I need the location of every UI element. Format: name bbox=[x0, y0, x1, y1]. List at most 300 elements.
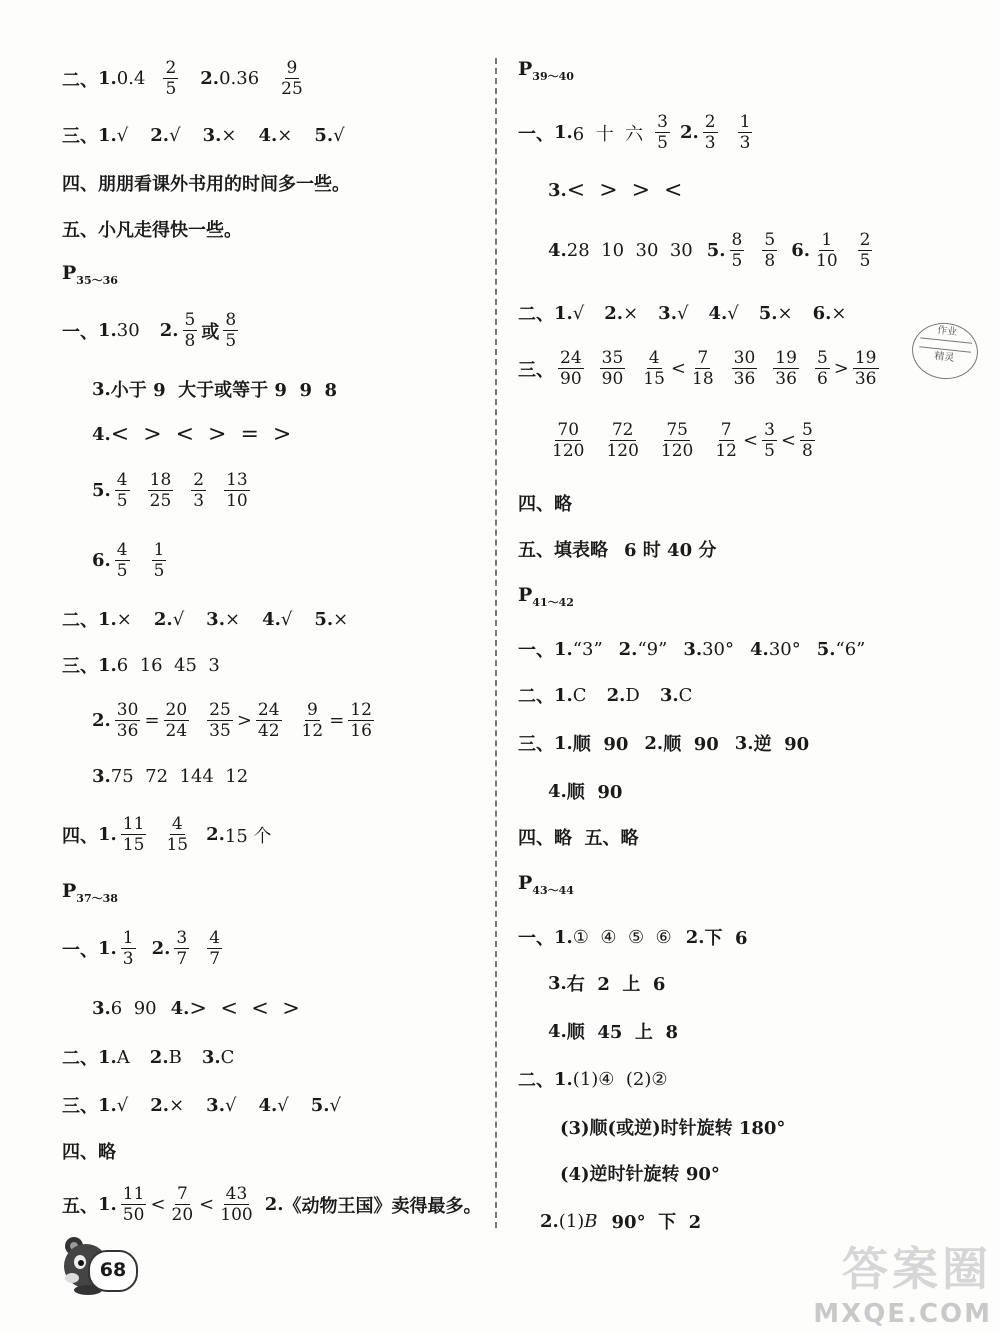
numerator: 18 bbox=[149, 470, 172, 490]
answer-value: A bbox=[116, 1046, 130, 1068]
denominator: 120 bbox=[552, 441, 585, 461]
section-label: 一、 bbox=[62, 939, 98, 961]
answer-line bbox=[518, 682, 692, 708]
fraction bbox=[164, 814, 190, 855]
answer-line bbox=[548, 178, 683, 203]
answer-value: √ bbox=[277, 1094, 289, 1116]
answer-line: (4)逆时针旋转 90° bbox=[560, 1164, 720, 1185]
item-number: 3. bbox=[683, 638, 703, 660]
item-number: 1. bbox=[554, 122, 573, 143]
answer-value: × bbox=[277, 124, 293, 146]
item-number: 5. bbox=[92, 480, 111, 501]
denominator: 10 bbox=[226, 491, 248, 511]
fraction bbox=[600, 348, 626, 389]
fraction bbox=[115, 540, 130, 581]
item-number: 5. bbox=[758, 302, 778, 324]
denominator: 36 bbox=[116, 721, 139, 741]
numerator: 1 bbox=[739, 112, 751, 132]
answer-line: 四、略 五、略 bbox=[518, 828, 639, 849]
fraction bbox=[641, 348, 667, 389]
header-range: 37～38 bbox=[76, 891, 118, 905]
fraction bbox=[170, 1184, 196, 1225]
numerator: 12 bbox=[350, 700, 372, 720]
item-number: 3. bbox=[734, 732, 754, 754]
page-range-header bbox=[518, 872, 574, 898]
answer-line bbox=[548, 230, 876, 271]
answer-line bbox=[62, 928, 226, 969]
answer-value: 0.36 bbox=[219, 68, 260, 89]
fraction bbox=[659, 420, 695, 461]
fraction bbox=[550, 420, 586, 461]
denominator: 90 bbox=[601, 369, 624, 389]
numerator: 5 bbox=[816, 348, 828, 368]
section-label: 一、 bbox=[518, 928, 554, 949]
fraction bbox=[218, 1184, 254, 1225]
answer-value: C bbox=[572, 684, 587, 706]
answer-line bbox=[92, 470, 254, 511]
item-number: 3. bbox=[92, 766, 111, 787]
stamp-text: 精灵 bbox=[933, 350, 955, 364]
item-number: 1. bbox=[554, 302, 573, 324]
answer-value: 30 bbox=[116, 320, 140, 341]
answer-line bbox=[518, 924, 748, 950]
item-number: 1. bbox=[554, 732, 573, 754]
answer-value: 15 个 bbox=[224, 825, 272, 847]
answer-line: (3)顺(或逆)时针旋转 180° bbox=[560, 1118, 786, 1139]
operator: = bbox=[144, 710, 160, 731]
answer-value: 28 10 30 30 bbox=[566, 240, 693, 261]
answer-value: (1) bbox=[558, 1210, 585, 1232]
answer-value: 顺 90 bbox=[572, 734, 629, 755]
section-label: 二、 bbox=[518, 686, 554, 707]
denominator: 25 bbox=[149, 491, 172, 511]
item-number: 2. bbox=[606, 684, 626, 706]
numerator: 24 bbox=[257, 700, 280, 720]
fraction bbox=[773, 348, 799, 389]
fraction bbox=[815, 348, 830, 389]
section-label: 四、 bbox=[62, 825, 98, 847]
answer-value: × bbox=[221, 124, 237, 146]
stamp-badge bbox=[909, 320, 980, 383]
answer-line bbox=[92, 766, 248, 787]
denominator: 12 bbox=[301, 721, 324, 741]
item-number: 2. bbox=[150, 124, 170, 146]
item-number: 2. bbox=[150, 1094, 170, 1116]
fraction bbox=[732, 348, 758, 389]
item-number: 1. bbox=[554, 1068, 573, 1090]
answer-value: √ bbox=[169, 124, 181, 146]
numerator: 5 bbox=[764, 230, 776, 250]
item-number: 3. bbox=[206, 1094, 225, 1116]
answer-value: C bbox=[220, 1046, 235, 1068]
answer-value: 75 72 144 12 bbox=[110, 766, 249, 787]
numerator: 8 bbox=[731, 230, 743, 250]
item-number: 3. bbox=[659, 684, 679, 706]
answer-value: ① ④ ⑤ ⑥ bbox=[572, 926, 672, 948]
answer-value: × bbox=[333, 608, 349, 630]
item-number: 3. bbox=[206, 608, 225, 630]
numerator: 2 bbox=[193, 470, 205, 490]
answer-value: B bbox=[168, 1046, 182, 1068]
item-number: 2. bbox=[200, 68, 220, 89]
denominator: 5 bbox=[165, 79, 177, 99]
answer-value: 6 十 六 bbox=[572, 123, 644, 145]
answer-line bbox=[518, 730, 809, 756]
answer-line bbox=[540, 1208, 701, 1234]
fraction bbox=[148, 470, 174, 511]
item-number: 2. bbox=[685, 926, 705, 948]
section-label: 五、填表略 bbox=[518, 540, 608, 561]
item-number: 4. bbox=[548, 780, 567, 802]
denominator: 8 bbox=[764, 251, 776, 271]
header-range: 41～42 bbox=[532, 595, 574, 609]
fraction bbox=[348, 700, 374, 741]
numerator: 4 bbox=[116, 470, 128, 490]
item-number: 4. bbox=[708, 302, 728, 324]
answer-line bbox=[518, 300, 847, 326]
page-range-header bbox=[62, 880, 118, 906]
answer-value: 或 bbox=[201, 321, 220, 343]
header-p: P bbox=[518, 872, 533, 894]
item-number: 2. bbox=[92, 710, 111, 731]
numerator: 5 bbox=[802, 420, 813, 440]
answer-value: B bbox=[584, 1210, 598, 1232]
answer-line bbox=[92, 376, 337, 402]
answer-value: √ bbox=[572, 302, 585, 324]
item-number: 2. bbox=[679, 122, 699, 143]
fraction bbox=[730, 230, 745, 271]
answer-line bbox=[62, 1092, 341, 1118]
answer-value: 顺 90 bbox=[663, 734, 719, 755]
numerator: 19 bbox=[775, 348, 797, 368]
item-number: 2. bbox=[151, 938, 171, 959]
numerator: 5 bbox=[184, 310, 196, 330]
numerator: 4 bbox=[116, 540, 128, 560]
numerator: 3 bbox=[657, 112, 668, 132]
fraction bbox=[191, 470, 206, 511]
fraction bbox=[655, 112, 670, 153]
answer-line: 五、小凡走得快一些。 bbox=[62, 220, 242, 241]
answer-line bbox=[548, 778, 622, 804]
fraction bbox=[115, 470, 130, 511]
item-number: 1. bbox=[98, 1046, 117, 1068]
numerator: 30 bbox=[116, 700, 139, 720]
fraction bbox=[224, 470, 250, 511]
answer-value: √ bbox=[676, 302, 689, 324]
answer-line bbox=[62, 606, 348, 632]
denominator: 18 bbox=[692, 369, 714, 389]
fraction bbox=[604, 420, 640, 461]
numerator: 4 bbox=[209, 928, 221, 948]
item-number: 1. bbox=[98, 1094, 117, 1116]
item-number: 3. bbox=[548, 180, 567, 201]
answer-value: × bbox=[169, 1094, 185, 1116]
answer-line bbox=[92, 422, 291, 447]
answer-line bbox=[62, 122, 345, 148]
numerator: 1 bbox=[821, 230, 833, 250]
numerator: 2 bbox=[165, 58, 177, 78]
answer-line bbox=[548, 1018, 678, 1044]
numerator: 1 bbox=[153, 540, 165, 560]
numerator: 7 bbox=[176, 1184, 188, 1204]
denominator: 10 bbox=[816, 251, 838, 271]
section-label: 一、 bbox=[518, 123, 554, 145]
operator: > bbox=[833, 358, 849, 379]
numerator: 8 bbox=[225, 310, 237, 330]
fraction bbox=[183, 310, 198, 351]
answer-value: C bbox=[678, 684, 693, 706]
item-number: 5. bbox=[314, 124, 334, 146]
fraction bbox=[558, 348, 584, 389]
numerator: 75 bbox=[666, 420, 688, 440]
item-number: 4. bbox=[170, 997, 190, 1019]
numerator: 70 bbox=[557, 420, 580, 440]
answer-value: 6 16 45 3 bbox=[116, 654, 220, 676]
denominator: 5 bbox=[731, 251, 743, 271]
answer-value: < > < > = > bbox=[110, 422, 292, 447]
item-number: 2. bbox=[153, 608, 173, 630]
page-range-header bbox=[518, 584, 574, 610]
section-label: 三、 bbox=[62, 656, 98, 677]
answer-line: 四、略 bbox=[518, 494, 572, 515]
denominator: 7 bbox=[176, 949, 188, 969]
fraction bbox=[115, 700, 141, 741]
header-range: 43～44 bbox=[532, 883, 574, 897]
numerator: 20 bbox=[165, 700, 188, 720]
numerator: 9 bbox=[286, 58, 298, 78]
denominator: 5 bbox=[116, 561, 128, 581]
answer-value: 6 90 bbox=[110, 997, 157, 1019]
denominator: 6 bbox=[816, 369, 828, 389]
answer-value: √ bbox=[727, 302, 739, 324]
denominator: 120 bbox=[660, 441, 694, 461]
answer-line bbox=[62, 652, 220, 678]
item-number: 1. bbox=[98, 68, 117, 89]
section-label: 二、 bbox=[62, 1048, 98, 1069]
header-p: P bbox=[62, 262, 77, 284]
answer-value: 90° 下 2 bbox=[611, 1212, 702, 1233]
item-number: 2. bbox=[264, 1194, 284, 1215]
section-label: 三、 bbox=[518, 734, 554, 755]
denominator: 36 bbox=[733, 369, 756, 389]
denominator: 16 bbox=[350, 721, 372, 741]
answer-line bbox=[92, 540, 170, 581]
section-label: 五、 bbox=[62, 1195, 98, 1217]
answer-value: D bbox=[625, 684, 640, 706]
numerator: 1 bbox=[122, 928, 134, 948]
numerator: 3 bbox=[176, 928, 188, 948]
site-watermark bbox=[813, 1233, 992, 1329]
item-number: 4. bbox=[258, 1094, 278, 1116]
answer-line bbox=[518, 1066, 668, 1092]
item-number: 4. bbox=[258, 124, 278, 146]
watermark-logo-text: 答案圈 bbox=[842, 1242, 992, 1296]
header-p: P bbox=[62, 880, 77, 902]
numerator: 2 bbox=[859, 230, 871, 250]
answer-value: (1)④ (2)② bbox=[572, 1068, 668, 1090]
section-label: 一、 bbox=[518, 640, 554, 661]
denominator: 36 bbox=[854, 369, 877, 389]
operator: < bbox=[150, 1194, 166, 1215]
answer-value: × bbox=[777, 302, 793, 324]
denominator: 5 bbox=[657, 133, 668, 153]
item-number: 5. bbox=[310, 1094, 330, 1116]
answer-line bbox=[548, 970, 665, 996]
fraction bbox=[121, 1184, 147, 1225]
denominator: 3 bbox=[122, 949, 134, 969]
answer-value: √ bbox=[280, 608, 293, 630]
denominator: 120 bbox=[606, 441, 639, 461]
item-number: 4. bbox=[262, 608, 281, 630]
denominator: 100 bbox=[220, 1205, 253, 1225]
numerator: 43 bbox=[225, 1184, 248, 1204]
answer-value: √ bbox=[116, 1094, 129, 1116]
answer-line bbox=[62, 58, 309, 99]
answer-value: 《动物王国》卖得最多。 bbox=[283, 1195, 482, 1217]
denominator: 50 bbox=[122, 1205, 145, 1225]
answer-value: 6 时 40 分 bbox=[624, 540, 717, 561]
denominator: 36 bbox=[775, 369, 797, 389]
answer-value: 小于 9 大于或等于 9 9 8 bbox=[110, 380, 338, 401]
item-number: 2. bbox=[149, 1046, 169, 1068]
fraction bbox=[164, 700, 190, 741]
answer-line: 四、朋朋看课外书用的时间多一些。 bbox=[62, 174, 350, 195]
item-number: 5. bbox=[706, 240, 726, 261]
answer-line bbox=[62, 310, 242, 351]
item-number: 5. bbox=[816, 638, 836, 660]
answer-line bbox=[62, 1184, 482, 1225]
fraction bbox=[300, 700, 326, 741]
answer-line bbox=[92, 996, 300, 1020]
fraction bbox=[223, 310, 238, 351]
item-number: 2. bbox=[159, 320, 179, 341]
denominator: 35 bbox=[209, 721, 231, 741]
fraction bbox=[174, 928, 189, 969]
numerator: 4 bbox=[171, 814, 183, 834]
item-number: 4. bbox=[548, 1020, 567, 1042]
answer-value: < > > < bbox=[566, 178, 683, 203]
numerator: 4 bbox=[648, 348, 660, 368]
answer-value: √ bbox=[224, 1094, 237, 1116]
numerator: 30 bbox=[733, 348, 756, 368]
item-number: 2. bbox=[206, 824, 225, 845]
answer-line bbox=[546, 420, 819, 461]
fraction bbox=[207, 928, 222, 969]
fraction bbox=[713, 420, 739, 461]
item-number: 3. bbox=[201, 1046, 221, 1068]
answer-value: 顺 90 bbox=[566, 782, 623, 803]
answer-value: 逆 90 bbox=[753, 734, 810, 755]
item-number: 1. bbox=[98, 124, 117, 146]
fraction bbox=[163, 58, 178, 99]
item-number: 2. bbox=[618, 638, 638, 660]
denominator: 3 bbox=[739, 133, 751, 153]
page-range-header bbox=[62, 262, 118, 288]
answer-value: √ bbox=[172, 608, 185, 630]
answer-line bbox=[62, 1044, 234, 1070]
operator: < bbox=[743, 430, 759, 451]
section-label: 二、 bbox=[62, 610, 98, 631]
fraction bbox=[762, 420, 777, 461]
item-number: 3. bbox=[202, 124, 222, 146]
item-number: 6. bbox=[92, 550, 111, 571]
item-number: 1. bbox=[554, 926, 573, 948]
denominator: 3 bbox=[193, 491, 205, 511]
item-number: 1. bbox=[98, 1194, 117, 1215]
numerator: 24 bbox=[560, 348, 582, 368]
numerator: 3 bbox=[764, 420, 775, 440]
answer-line bbox=[62, 814, 272, 855]
section-label: 三、 bbox=[62, 126, 98, 147]
answer-value: × bbox=[224, 608, 241, 630]
denominator: 5 bbox=[153, 561, 165, 581]
numerator: 11 bbox=[122, 1184, 145, 1204]
operator: > bbox=[236, 710, 252, 731]
header-p: P bbox=[518, 58, 533, 80]
item-number: 3. bbox=[658, 302, 677, 324]
item-number: 2. bbox=[644, 732, 664, 754]
item-number: 6. bbox=[791, 240, 810, 261]
fraction bbox=[703, 112, 718, 153]
item-number: 4. bbox=[92, 424, 111, 445]
stamp-text: 作业 bbox=[936, 325, 958, 339]
watermark-url: MXQE.COM bbox=[813, 1299, 992, 1329]
item-number: 1. bbox=[98, 608, 117, 630]
answer-value: 0.4 bbox=[116, 68, 146, 89]
answer-value: > < < > bbox=[189, 996, 300, 1020]
answer-value: 右 2 上 6 bbox=[566, 974, 666, 995]
page-range-header bbox=[518, 58, 574, 84]
denominator: 7 bbox=[209, 949, 221, 969]
denominator: 15 bbox=[166, 835, 189, 855]
answer-line bbox=[518, 536, 716, 562]
answer-line bbox=[92, 700, 378, 741]
fraction bbox=[814, 230, 840, 271]
numerator: 11 bbox=[122, 814, 145, 834]
denominator: 42 bbox=[257, 721, 280, 741]
numerator: 19 bbox=[854, 348, 877, 368]
item-number: 1. bbox=[98, 938, 117, 959]
denominator: 15 bbox=[643, 369, 665, 389]
operator: < bbox=[670, 358, 687, 379]
denominator: 8 bbox=[802, 441, 813, 461]
fraction bbox=[256, 700, 282, 741]
answer-value: “9” bbox=[637, 638, 668, 660]
item-number: 4. bbox=[548, 240, 567, 261]
denominator: 5 bbox=[116, 491, 128, 511]
answer-line: 四、略 bbox=[62, 1142, 116, 1163]
item-number: 1. bbox=[554, 684, 573, 706]
fraction bbox=[279, 58, 305, 99]
section-label: 三、 bbox=[518, 359, 554, 381]
denominator: 24 bbox=[165, 721, 188, 741]
answer-value: × bbox=[116, 608, 132, 630]
section-label: 三、 bbox=[62, 1096, 98, 1117]
answer-value: × bbox=[831, 302, 847, 324]
answer-value: √ bbox=[333, 124, 345, 146]
answer-line bbox=[518, 348, 883, 389]
denominator: 5 bbox=[859, 251, 871, 271]
operator: < bbox=[780, 430, 797, 451]
column-divider bbox=[495, 58, 497, 1228]
denominator: 5 bbox=[764, 441, 775, 461]
answer-line bbox=[518, 636, 865, 662]
header-range: 39～40 bbox=[532, 69, 574, 83]
section-label: 二、 bbox=[518, 1070, 554, 1091]
denominator: 20 bbox=[171, 1205, 194, 1225]
answer-value: √ bbox=[116, 124, 129, 146]
answer-value: √ bbox=[329, 1094, 342, 1116]
